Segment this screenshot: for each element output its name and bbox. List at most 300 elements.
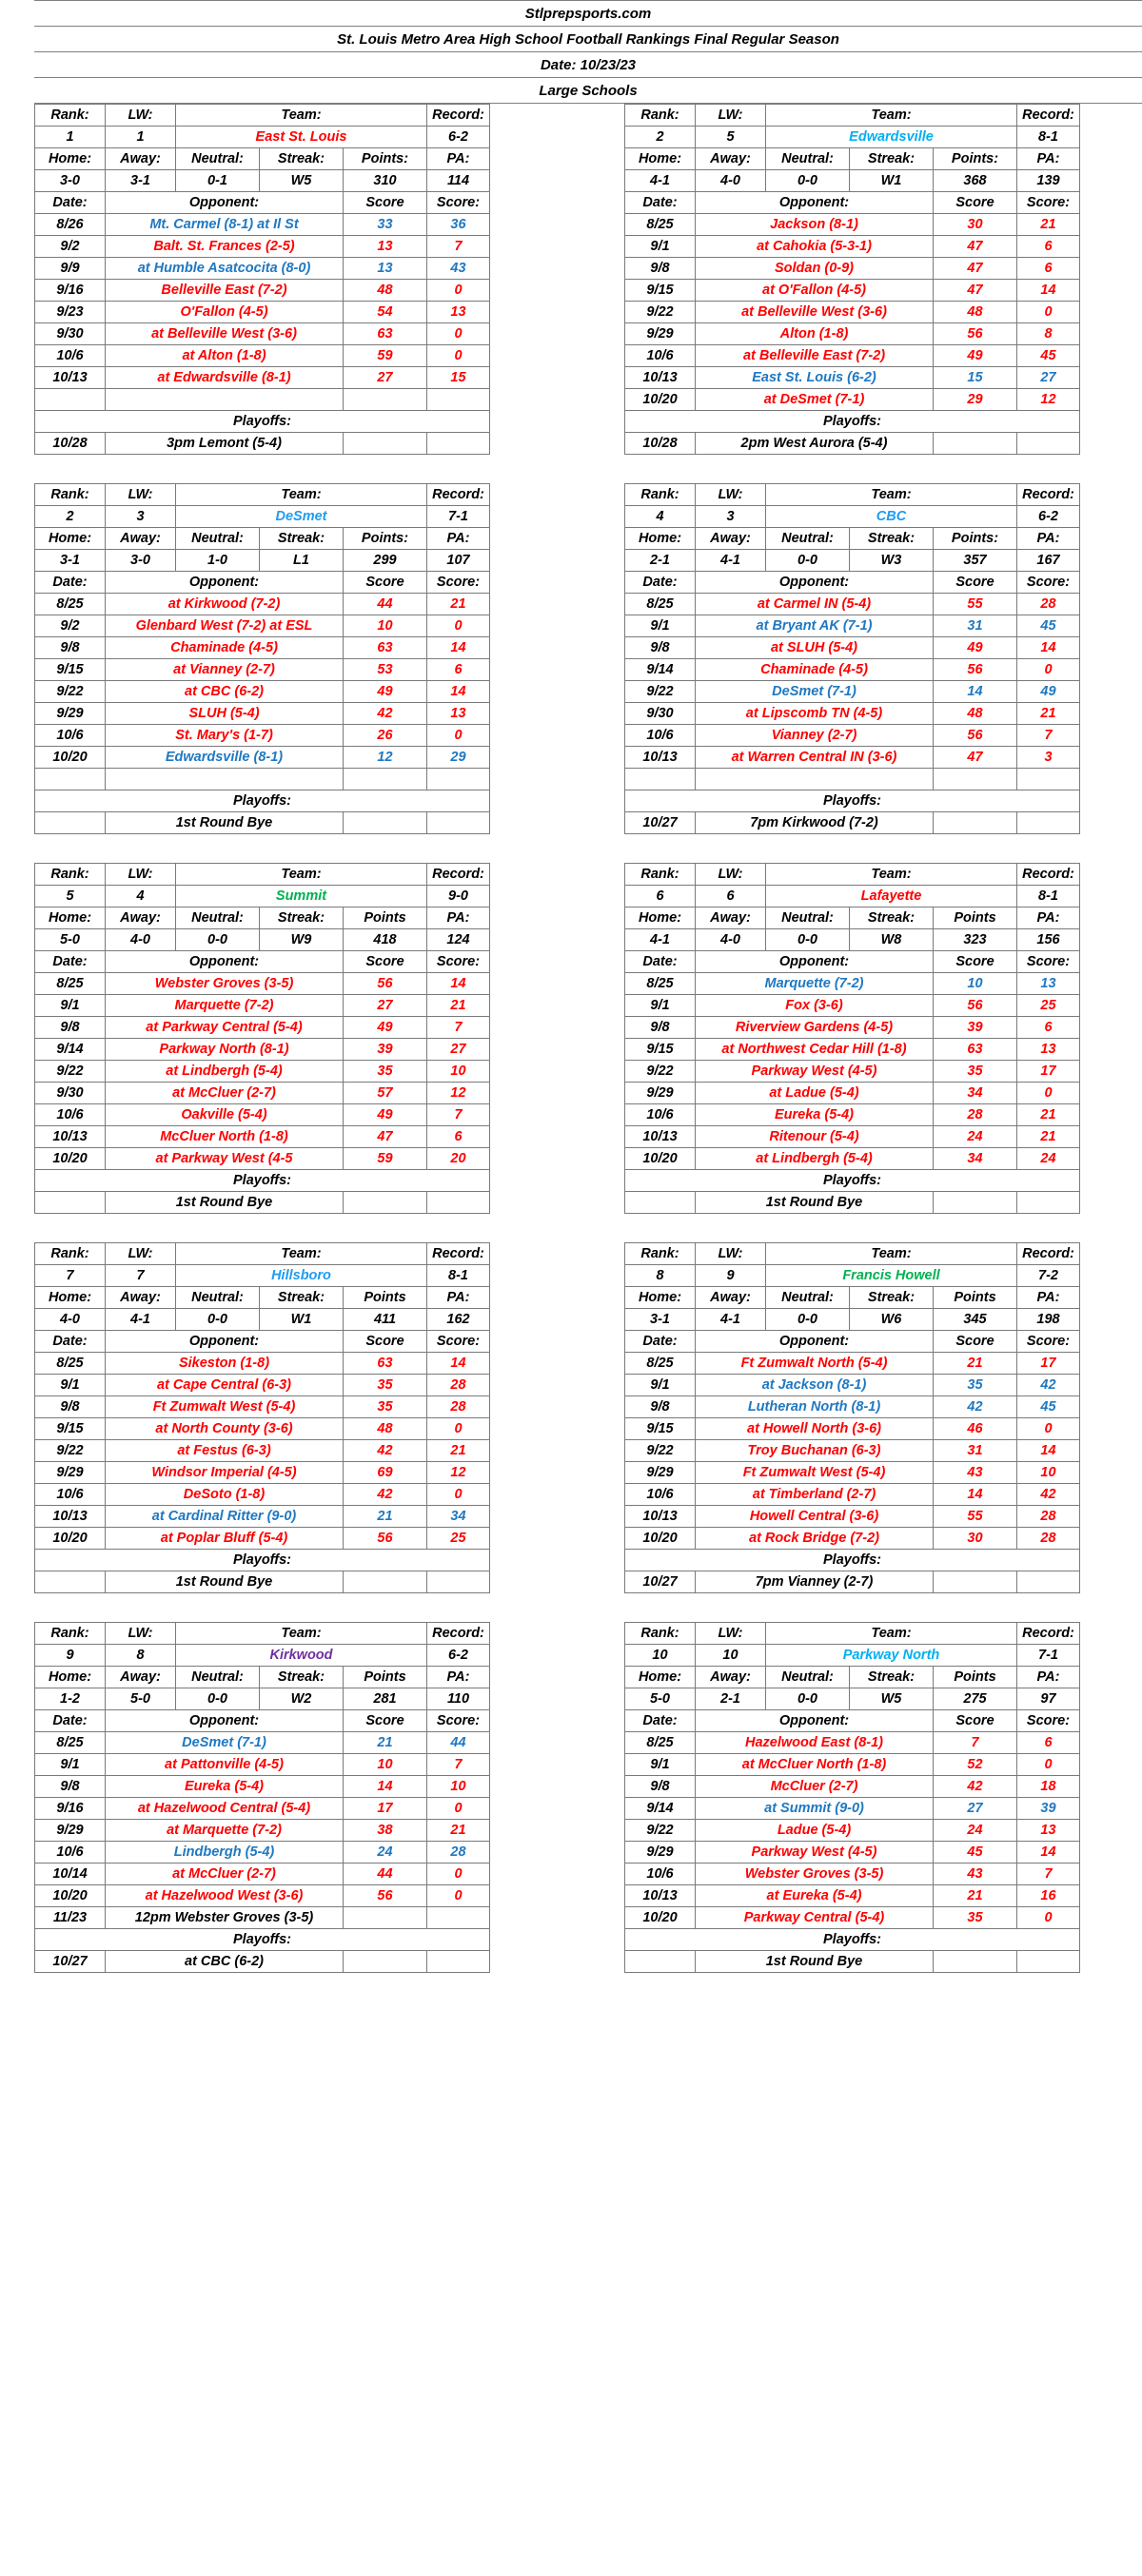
playoff-opponent: 1st Round Bye — [106, 1192, 344, 1214]
game-score-against: 43 — [427, 258, 490, 280]
playoffs-label: Playoffs: — [35, 1170, 490, 1192]
game-date: 9/22 — [35, 1061, 106, 1083]
game-date: 9/22 — [625, 681, 696, 703]
game-date: 10/20 — [35, 1528, 106, 1550]
game-row — [35, 1528, 552, 1550]
game-score-for: 42 — [344, 703, 427, 725]
gutter-cell — [0, 27, 34, 52]
playoff-date: 10/28 — [625, 433, 696, 455]
game-score-against: 14 — [427, 637, 490, 659]
game-opponent: Mt. Carmel (8-1) at Il St — [106, 214, 344, 236]
game-score-against: 7 — [1017, 1864, 1080, 1885]
game-opponent: at McCluer (2-7) — [106, 1864, 344, 1885]
game-score-for: 55 — [934, 1506, 1017, 1528]
neutral-header: Neutral: — [766, 1287, 850, 1309]
game-score-for: 21 — [934, 1885, 1017, 1907]
away-header: Away: — [696, 1287, 766, 1309]
schedule-header-row — [625, 572, 1142, 594]
points-header: Points — [344, 907, 427, 929]
playoff-date — [35, 1571, 106, 1593]
game-row — [35, 1126, 552, 1148]
schedule-header-row — [625, 192, 1142, 214]
points-value: 299 — [344, 550, 427, 572]
lw-value: 1 — [106, 127, 176, 148]
playoffs-label: Playoffs: — [35, 411, 490, 433]
game-opponent: Parkway North (8-1) — [106, 1039, 344, 1061]
game-row — [35, 1418, 552, 1440]
team-name[interactable]: Francis Howell — [766, 1265, 1017, 1287]
game-opponent: Chaminade (4-5) — [696, 659, 934, 681]
game-opponent: Sikeston (1-8) — [106, 1353, 344, 1375]
home-header: Home: — [625, 148, 696, 170]
game-score-for: 47 — [344, 1126, 427, 1148]
away-value: 5-0 — [106, 1688, 176, 1710]
game-date: 10/6 — [625, 1864, 696, 1885]
home-value: 3-1 — [625, 1309, 696, 1331]
pa-header: PA: — [1017, 1667, 1080, 1688]
streak-value: W2 — [260, 1688, 344, 1710]
pa-value: 167 — [1017, 550, 1080, 572]
points-header: Points — [934, 1287, 1017, 1309]
gutter-cell — [0, 1, 34, 27]
game-date: 9/8 — [35, 1396, 106, 1418]
splits-header-row — [625, 1667, 1142, 1688]
splits-value-row — [35, 550, 552, 572]
game-date: 10/6 — [625, 1484, 696, 1506]
neutral-value: 0-0 — [766, 550, 850, 572]
date-header: Date: — [625, 1331, 696, 1353]
game-date: 9/30 — [35, 1083, 106, 1104]
streak-value: W9 — [260, 929, 344, 951]
game-date: 10/6 — [625, 1104, 696, 1126]
home-header: Home: — [35, 1667, 106, 1688]
schedule-header-row — [35, 951, 552, 973]
game-row — [625, 367, 1142, 389]
playoff-score-for — [344, 433, 427, 455]
team-header: Team: — [766, 484, 1017, 506]
game-score-for: 52 — [934, 1754, 1017, 1776]
game-score-against — [427, 389, 490, 411]
away-header: Away: — [106, 148, 176, 170]
game-score-against: 21 — [427, 1440, 490, 1462]
game-score-for: 24 — [934, 1126, 1017, 1148]
playoff-opponent: 2pm West Aurora (5-4) — [696, 433, 934, 455]
playoffs-label-row — [625, 790, 1142, 812]
game-score-against: 13 — [1017, 1820, 1080, 1842]
game-date: 9/29 — [35, 703, 106, 725]
team-header-row — [625, 1243, 1142, 1265]
playoff-opponent: 1st Round Bye — [696, 1951, 934, 1973]
game-date: 10/20 — [35, 1885, 106, 1907]
lw-value: 5 — [696, 127, 766, 148]
playoff-opponent: 3pm Lemont (5-4) — [106, 433, 344, 455]
pa-value: 156 — [1017, 929, 1080, 951]
team-table — [624, 1622, 1142, 1973]
playoff-game-row — [35, 1192, 552, 1214]
game-score-for: 47 — [934, 747, 1017, 769]
team-table — [34, 483, 552, 834]
score-against-header: Score: — [1017, 1331, 1080, 1353]
game-score-against: 45 — [1017, 615, 1080, 637]
game-row — [35, 747, 552, 769]
score-against-header: Score: — [1017, 572, 1080, 594]
header-date-row — [0, 52, 1142, 78]
playoff-date — [625, 1192, 696, 1214]
playoff-game-row — [625, 1951, 1142, 1973]
lw-header: LW: — [106, 105, 176, 127]
game-row — [625, 659, 1142, 681]
opponent-header: Opponent: — [106, 1710, 344, 1732]
game-opponent: DeSmet (7-1) — [696, 681, 934, 703]
game-opponent: at Ladue (5-4) — [696, 1083, 934, 1104]
game-score-for: 49 — [344, 1017, 427, 1039]
lw-value: 4 — [106, 886, 176, 907]
playoffs-label-row — [625, 1170, 1142, 1192]
date-header: Date: — [35, 1331, 106, 1353]
game-score-for: 49 — [344, 681, 427, 703]
playoff-game-row — [625, 1571, 1142, 1593]
game-row — [35, 1732, 552, 1754]
game-score-against: 0 — [427, 1864, 490, 1885]
game-score-for: 35 — [934, 1375, 1017, 1396]
game-score-against: 28 — [427, 1842, 490, 1864]
team-name[interactable]: East St. Louis — [176, 127, 427, 148]
game-score-against: 6 — [427, 1126, 490, 1148]
game-score-for: 14 — [344, 1776, 427, 1798]
lw-value: 10 — [696, 1645, 766, 1667]
playoffs-label-row — [35, 1550, 552, 1571]
points-header: Points — [344, 1667, 427, 1688]
game-score-against: 27 — [1017, 367, 1080, 389]
game-row — [625, 1083, 1142, 1104]
game-opponent: Alton (1-8) — [696, 323, 934, 345]
game-date: 10/6 — [35, 1104, 106, 1126]
rank-header: Rank: — [625, 105, 696, 127]
playoff-opponent: 7pm Kirkwood (7-2) — [696, 812, 934, 834]
neutral-value: 0-0 — [766, 929, 850, 951]
game-score-for: 10 — [934, 973, 1017, 995]
game-opponent: Eureka (5-4) — [106, 1776, 344, 1798]
game-row — [35, 345, 552, 367]
game-score-against: 0 — [427, 1885, 490, 1907]
game-opponent: at Rock Bridge (7-2) — [696, 1528, 934, 1550]
game-row — [35, 615, 552, 637]
neutral-value: 0-0 — [766, 170, 850, 192]
rank-header: Rank: — [625, 1623, 696, 1645]
rank-header: Rank: — [35, 1623, 106, 1645]
block-spacer — [0, 834, 1142, 863]
score-for-header: Score — [344, 572, 427, 594]
home-header: Home: — [35, 148, 106, 170]
playoff-date: 10/28 — [35, 433, 106, 455]
team-name[interactable]: Summit — [176, 886, 427, 907]
team-name[interactable]: Parkway North — [766, 1645, 1017, 1667]
game-date: 10/13 — [625, 367, 696, 389]
game-score-against: 6 — [1017, 258, 1080, 280]
game-opponent: at Poplar Bluff (5-4) — [106, 1528, 344, 1550]
game-row — [35, 1083, 552, 1104]
lw-header: LW: — [696, 1243, 766, 1265]
game-date: 10/20 — [35, 747, 106, 769]
game-row — [625, 1061, 1142, 1083]
game-score-against: 39 — [1017, 1798, 1080, 1820]
game-date: 8/25 — [625, 1353, 696, 1375]
game-date: 9/22 — [35, 1440, 106, 1462]
team-identity-row — [625, 886, 1142, 907]
rank-value: 4 — [625, 506, 696, 528]
pa-header: PA: — [1017, 148, 1080, 170]
game-score-against: 0 — [1017, 1418, 1080, 1440]
team-block — [0, 863, 552, 1214]
game-opponent: at Vianney (2-7) — [106, 659, 344, 681]
game-date: 9/23 — [35, 302, 106, 323]
game-opponent: Windsor Imperial (4-5) — [106, 1462, 344, 1484]
game-date: 8/25 — [35, 1353, 106, 1375]
game-date: 9/16 — [35, 1798, 106, 1820]
game-score-against: 6 — [1017, 1732, 1080, 1754]
playoff-score-for — [344, 1951, 427, 1973]
game-opponent: Chaminade (4-5) — [106, 637, 344, 659]
away-header: Away: — [106, 1287, 176, 1309]
game-row — [625, 1754, 1142, 1776]
game-opponent: at Humble Asatcocita (8-0) — [106, 258, 344, 280]
game-opponent: at Belleville West (3-6) — [106, 323, 344, 345]
streak-header: Streak: — [850, 907, 934, 929]
away-header: Away: — [106, 1667, 176, 1688]
away-value: 4-1 — [696, 550, 766, 572]
rank-value: 6 — [625, 886, 696, 907]
game-score-against: 0 — [427, 345, 490, 367]
streak-header: Streak: — [260, 148, 344, 170]
game-date: 9/8 — [625, 1776, 696, 1798]
splits-header-row — [35, 528, 552, 550]
game-score-against — [1017, 769, 1080, 790]
game-row — [35, 1864, 552, 1885]
team-block-row — [0, 1622, 1142, 1973]
game-row — [625, 258, 1142, 280]
score-for-header: Score — [344, 951, 427, 973]
pa-value: 162 — [427, 1309, 490, 1331]
playoffs-label: Playoffs: — [625, 1170, 1080, 1192]
game-date: 9/30 — [625, 703, 696, 725]
team-name[interactable]: Hillsboro — [176, 1265, 427, 1287]
opponent-header: Opponent: — [696, 1331, 934, 1353]
game-score-against: 27 — [427, 1039, 490, 1061]
game-score-against: 20 — [427, 1148, 490, 1170]
playoff-score-for — [344, 1571, 427, 1593]
game-date: 9/8 — [625, 637, 696, 659]
streak-header: Streak: — [850, 528, 934, 550]
pa-header: PA: — [1017, 907, 1080, 929]
playoffs-label: Playoffs: — [625, 790, 1080, 812]
game-score-for: 63 — [934, 1039, 1017, 1061]
playoff-date: 10/27 — [625, 812, 696, 834]
playoff-score-against — [427, 1192, 490, 1214]
game-opponent: Ritenour (5-4) — [696, 1126, 934, 1148]
pa-value: 198 — [1017, 1309, 1080, 1331]
team-block — [0, 104, 552, 455]
game-row — [625, 1842, 1142, 1864]
game-score-for: 56 — [344, 1885, 427, 1907]
report-date: Date: 10/23/23 — [34, 52, 1142, 78]
game-row — [35, 703, 552, 725]
game-row — [35, 1440, 552, 1462]
game-opponent: St. Mary's (1-7) — [106, 725, 344, 747]
team-table — [34, 863, 552, 1214]
game-opponent: at Belleville East (7-2) — [696, 345, 934, 367]
game-opponent: Eureka (5-4) — [696, 1104, 934, 1126]
game-row — [35, 995, 552, 1017]
splits-header-row — [35, 1287, 552, 1309]
rank-header: Rank: — [625, 864, 696, 886]
game-date: 9/22 — [35, 681, 106, 703]
header-class-row — [0, 78, 1142, 104]
game-row — [625, 594, 1142, 615]
opponent-header: Opponent: — [696, 572, 934, 594]
playoff-opponent: 1st Round Bye — [106, 1571, 344, 1593]
game-score-for: 44 — [344, 594, 427, 615]
game-score-against: 21 — [1017, 1104, 1080, 1126]
game-score-against — [427, 1907, 490, 1929]
team-name[interactable]: Kirkwood — [176, 1645, 427, 1667]
game-opponent: Hazelwood East (8-1) — [696, 1732, 934, 1754]
date-header: Date: — [625, 572, 696, 594]
game-row — [625, 214, 1142, 236]
game-row — [35, 1017, 552, 1039]
game-row — [625, 1798, 1142, 1820]
game-row — [625, 1375, 1142, 1396]
game-score-against: 6 — [427, 659, 490, 681]
game-score-for: 43 — [934, 1462, 1017, 1484]
team-table — [34, 1622, 552, 1973]
game-score-for: 53 — [344, 659, 427, 681]
game-row — [35, 258, 552, 280]
playoff-date: 10/27 — [625, 1571, 696, 1593]
game-score-for: 30 — [934, 214, 1017, 236]
header-title-row — [0, 27, 1142, 52]
record-value: 6-2 — [1017, 506, 1080, 528]
team-header-row — [35, 1243, 552, 1265]
game-score-for: 13 — [344, 236, 427, 258]
team-name[interactable]: Edwardsville — [766, 127, 1017, 148]
away-header: Away: — [696, 528, 766, 550]
game-score-for: 48 — [344, 1418, 427, 1440]
splits-value-row — [625, 1309, 1142, 1331]
away-value: 4-0 — [106, 929, 176, 951]
lw-header: LW: — [106, 1623, 176, 1645]
game-row — [35, 973, 552, 995]
game-row — [625, 1776, 1142, 1798]
game-score-for: 63 — [344, 323, 427, 345]
game-score-against: 0 — [427, 323, 490, 345]
game-score-for: 27 — [344, 367, 427, 389]
game-date: 10/6 — [35, 1842, 106, 1864]
game-score-against: 45 — [1017, 1396, 1080, 1418]
game-opponent: at Festus (6-3) — [106, 1440, 344, 1462]
schedule-header-row — [625, 1710, 1142, 1732]
game-date: 9/16 — [35, 280, 106, 302]
splits-header-row — [35, 1667, 552, 1688]
game-opponent: Soldan (0-9) — [696, 258, 934, 280]
game-row — [35, 1061, 552, 1083]
game-score-for: 26 — [344, 725, 427, 747]
team-header-row — [625, 105, 1142, 127]
record-value: 8-1 — [427, 1265, 490, 1287]
record-value: 8-1 — [1017, 127, 1080, 148]
game-opponent — [696, 769, 934, 790]
playoffs-label: Playoffs: — [625, 1550, 1080, 1571]
team-header: Team: — [176, 1623, 427, 1645]
neutral-header: Neutral: — [766, 148, 850, 170]
game-date: 9/15 — [625, 1418, 696, 1440]
playoffs-label: Playoffs: — [625, 1929, 1080, 1951]
game-row — [35, 637, 552, 659]
home-header: Home: — [35, 528, 106, 550]
playoff-score-against — [1017, 812, 1080, 834]
game-row — [625, 389, 1142, 411]
playoff-score-against — [1017, 1951, 1080, 1973]
neutral-header: Neutral: — [766, 1667, 850, 1688]
game-score-against: 10 — [427, 1061, 490, 1083]
playoffs-label-row — [35, 1929, 552, 1951]
splits-value-row — [625, 550, 1142, 572]
game-score-for: 21 — [344, 1506, 427, 1528]
playoffs-label-row — [625, 1929, 1142, 1951]
game-opponent: at Timberland (2-7) — [696, 1484, 934, 1506]
game-score-for: 42 — [934, 1396, 1017, 1418]
game-score-for: 48 — [344, 280, 427, 302]
splits-value-row — [625, 929, 1142, 951]
home-header: Home: — [625, 907, 696, 929]
game-date: 9/29 — [625, 1462, 696, 1484]
game-opponent: Parkway Central (5-4) — [696, 1907, 934, 1929]
rank-value: 1 — [35, 127, 106, 148]
playoff-opponent: 7pm Vianney (2-7) — [696, 1571, 934, 1593]
game-score-against: 28 — [1017, 1506, 1080, 1528]
rank-value: 2 — [625, 127, 696, 148]
game-score-for: 42 — [344, 1440, 427, 1462]
score-for-header: Score — [344, 1331, 427, 1353]
playoff-game-row — [35, 1951, 552, 1973]
away-header: Away: — [106, 528, 176, 550]
game-score-for: 21 — [934, 1353, 1017, 1375]
team-name[interactable]: DeSmet — [176, 506, 427, 528]
game-score-for: 47 — [934, 258, 1017, 280]
game-row — [625, 236, 1142, 258]
team-identity-row — [35, 506, 552, 528]
game-row — [625, 345, 1142, 367]
playoff-game-row — [625, 1192, 1142, 1214]
game-opponent: DeSoto (1-8) — [106, 1484, 344, 1506]
playoffs-label: Playoffs: — [35, 1929, 490, 1951]
game-score-for: 35 — [344, 1061, 427, 1083]
team-header: Team: — [766, 864, 1017, 886]
team-table — [624, 104, 1142, 455]
game-date: 8/25 — [625, 594, 696, 615]
record-value: 9-0 — [427, 886, 490, 907]
lw-header: LW: — [696, 1623, 766, 1645]
team-block — [590, 863, 1142, 1214]
points-value: 323 — [934, 929, 1017, 951]
game-row — [35, 1776, 552, 1798]
points-value: 368 — [934, 170, 1017, 192]
rank-header: Rank: — [625, 1243, 696, 1265]
score-against-header: Score: — [1017, 192, 1080, 214]
game-date: 9/29 — [35, 1462, 106, 1484]
team-name[interactable]: Lafayette — [766, 886, 1017, 907]
game-score-against: 45 — [1017, 345, 1080, 367]
team-name[interactable]: CBC — [766, 506, 1017, 528]
